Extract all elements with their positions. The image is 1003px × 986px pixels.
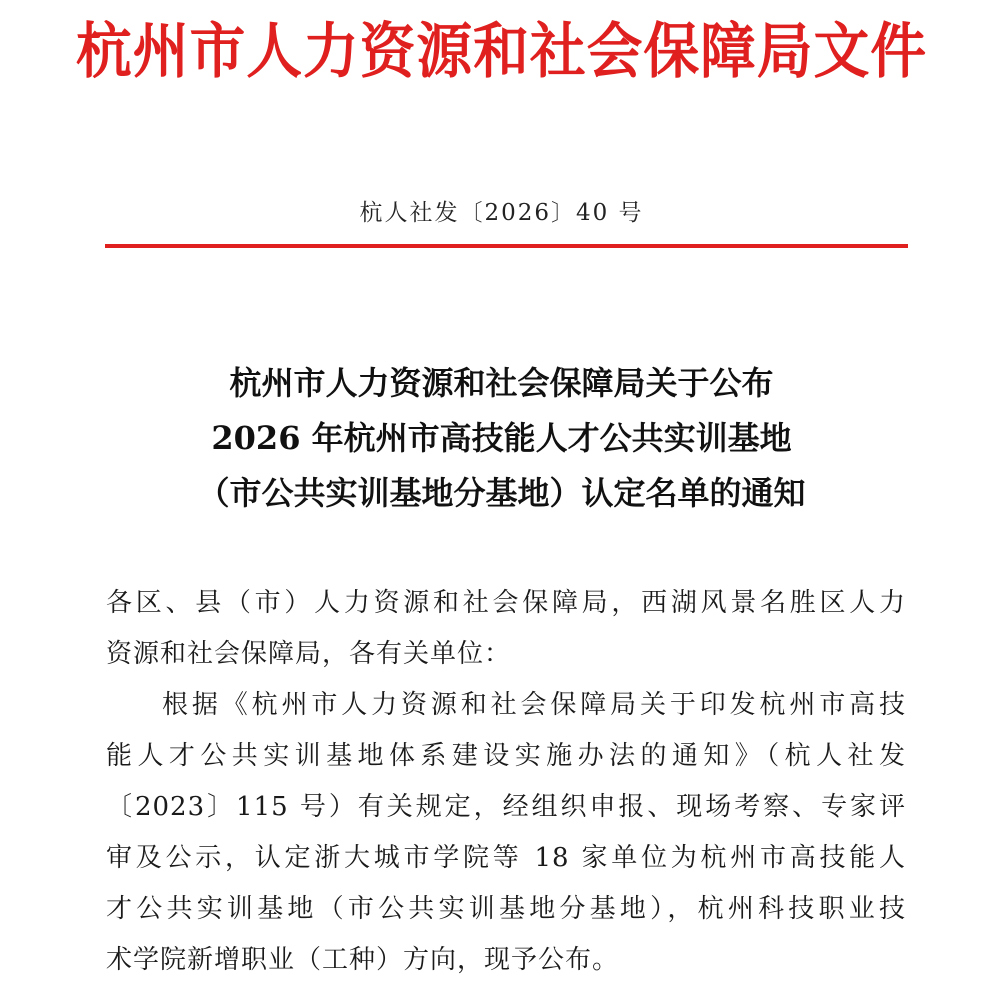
- red-divider-rule: [105, 244, 908, 248]
- notice-title-line: （市公共实训基地分基地）认定名单的通知: [197, 474, 806, 512]
- paragraph-line: 能人才公共实训基地体系建设实施办法的通知》（杭人社发: [106, 741, 906, 771]
- paragraph-line: 术学院新增职业（工种）方向，现予公布。: [106, 945, 620, 975]
- notice-title: [0, 356, 1003, 521]
- notice-title-line: 2026 年杭州市高技能人才公共实训基地: [211, 419, 792, 457]
- paragraph-line: 才公共实训基地（市公共实训基地分基地），杭州科技职业技: [106, 894, 906, 924]
- notice-body: [106, 578, 906, 986]
- salutation-line: 各区、县（市）人力资源和社会保障局，西湖风景名胜区人力: [106, 588, 906, 618]
- salutation-line: 资源和社会保障局，各有关单位：: [106, 639, 512, 669]
- paragraph-line: 审及公示，认定浙大城市学院等 18 家单位为杭州市高技能人: [106, 843, 906, 873]
- paragraph-line: 〔2023〕115 号）有关规定，经组织申报、现场考察、专家评: [106, 792, 906, 822]
- issuing-authority-header: 杭州市人力资源和社会保障局文件: [76, 17, 927, 87]
- notice-title-line: 杭州市人力资源和社会保障局关于公布: [229, 364, 774, 402]
- document-number: 杭人社发〔2026〕40 号: [359, 200, 644, 226]
- paragraph-line: 根据《杭州市人力资源和社会保障局关于印发杭州市高技: [162, 690, 906, 720]
